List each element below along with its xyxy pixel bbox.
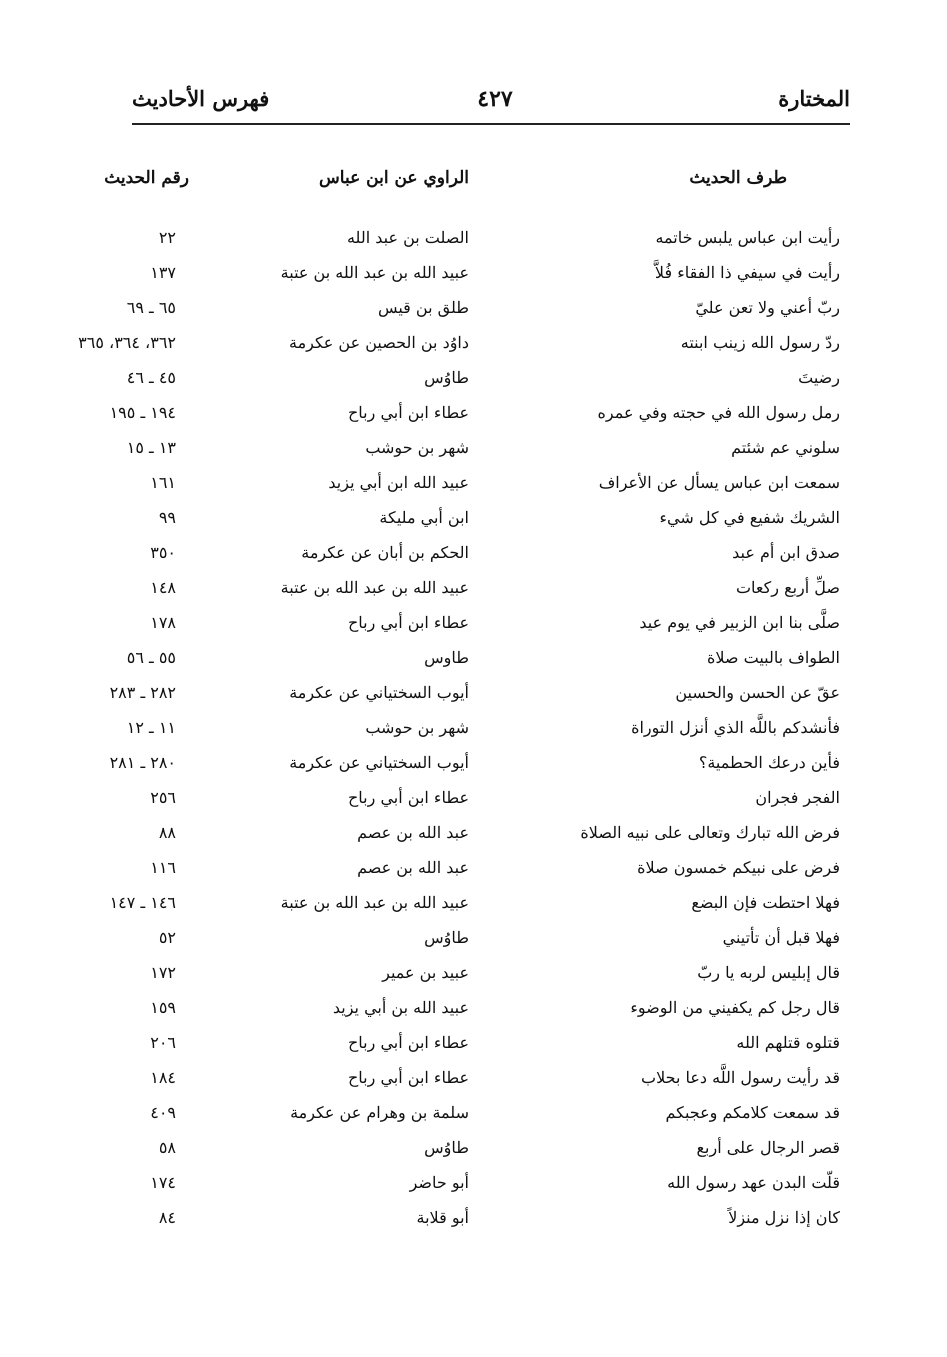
- index-table: [0, 223, 947, 1238]
- book-title: المختارة: [778, 86, 850, 111]
- hadith-number: ٨٤: [158, 1208, 176, 1227]
- narrator: عبد الله بن عصم: [357, 823, 469, 842]
- narrator: عطاء ابن أبي رباح: [347, 1068, 469, 1087]
- table-row: [0, 958, 947, 993]
- section-title: فهرس الأحاديث: [132, 86, 270, 111]
- narrator: أيوب السختياني عن عكرمة: [289, 683, 469, 702]
- hadith-incipit: قد سمعت كلامكم وعجبكم: [665, 1103, 840, 1122]
- table-row: [0, 993, 947, 1028]
- hadith-incipit: فرض الله تبارك وتعالى على نبيه الصلاة: [580, 823, 840, 842]
- hadith-number: ٦٥ ـ ٦٩: [126, 298, 176, 317]
- table-row: [0, 223, 947, 258]
- hadith-number: ١٤٦ ـ ١٤٧: [109, 893, 176, 912]
- narrator: أيوب السختياني عن عكرمة: [289, 753, 469, 772]
- narrator: شهر بن حوشب: [365, 438, 469, 457]
- narrator: عبيد الله بن أبي يزيد: [332, 998, 469, 1017]
- hadith-number: ٣٦٢، ٣٦٤، ٣٦٥: [78, 333, 176, 352]
- table-row: [0, 1203, 947, 1238]
- narrator: أبو حاضر: [409, 1173, 469, 1192]
- page-number: ٤٢٧: [477, 86, 513, 112]
- hadith-incipit: سلوني عم شئتم: [731, 438, 840, 457]
- table-row: [0, 678, 947, 713]
- hadith-incipit: قتلوه قتلهم الله: [736, 1033, 840, 1052]
- column-header-narrator: الراوي عن ابن عباس: [319, 168, 469, 188]
- table-row: [0, 363, 947, 398]
- hadith-number: ١٦١: [150, 473, 176, 492]
- hadith-number: ٥٨: [158, 1138, 176, 1157]
- narrator: عبيد الله بن عبد الله بن عتبة: [280, 578, 469, 597]
- hadith-incipit: رأيت في سيفي ذا الفقاء فُلاَّ: [654, 263, 840, 282]
- hadith-incipit: سمعت ابن عباس يسأل عن الأعراف: [598, 473, 840, 492]
- table-row: [0, 783, 947, 818]
- hadith-incipit: رأيت ابن عباس يلبس خاتمه: [655, 228, 840, 247]
- hadith-incipit: قلّت البدن عهد رسول الله: [667, 1173, 840, 1192]
- table-row: [0, 923, 947, 958]
- hadith-incipit: قد رأيت رسول اللَّه دعا بحلاب: [641, 1068, 840, 1087]
- narrator: عطاء ابن أبي رباح: [347, 788, 469, 807]
- hadith-incipit: فأين درعك الحطمية؟: [698, 753, 840, 772]
- narrator: سلمة بن وهرام عن عكرمة: [290, 1103, 469, 1122]
- hadith-number: ١٧٤: [150, 1173, 176, 1192]
- hadith-incipit: فرض على نبيكم خمسون صلاة: [637, 858, 840, 877]
- narrator: عبيد الله بن عبد الله بن عتبة: [280, 893, 469, 912]
- table-row: [0, 573, 947, 608]
- table-row: [0, 1063, 947, 1098]
- header-rule: [132, 123, 850, 125]
- hadith-number: ١٧٢: [150, 963, 176, 982]
- hadith-number: ٩٩: [158, 508, 176, 527]
- hadith-incipit: كان إذا نزل منزلاً: [728, 1208, 840, 1227]
- hadith-incipit: فأنشدكم باللَّه الذي أنزل التوراة: [631, 718, 840, 737]
- column-headers: [0, 168, 947, 198]
- hadith-number: ١٣ ـ ١٥: [126, 438, 176, 457]
- table-row: [0, 328, 947, 363]
- hadith-number: ٥٥ ـ ٥٦: [126, 648, 176, 667]
- hadith-number: ٣٥٠: [150, 543, 176, 562]
- column-header-hadith: طرف الحديث: [689, 168, 787, 188]
- hadith-incipit: رمل رسول الله في حجته وفي عمره: [597, 403, 840, 422]
- hadith-number: ١٣٧: [150, 263, 176, 282]
- hadith-number: ٢٨٠ ـ ٢٨١: [109, 753, 176, 772]
- hadith-incipit: قال إبليس لربه يا ربّ: [697, 963, 840, 982]
- table-row: [0, 608, 947, 643]
- narrator: عبيد الله بن عبد الله بن عتبة: [280, 263, 469, 282]
- hadith-number: ١٨٤: [150, 1068, 176, 1087]
- hadith-incipit: ربّ أعني ولا تعن عليّ: [695, 298, 840, 317]
- hadith-number: ٨٨: [158, 823, 176, 842]
- table-row: [0, 643, 947, 678]
- table-row: [0, 258, 947, 293]
- hadith-number: ١٤٨: [150, 578, 176, 597]
- hadith-number: ٢٨٢ ـ ٢٨٣: [109, 683, 176, 702]
- narrator: شهر بن حوشب: [365, 718, 469, 737]
- hadith-number: ٢٢: [158, 228, 176, 247]
- hadith-number: ٤٥ ـ ٤٦: [126, 368, 176, 387]
- table-row: [0, 1028, 947, 1063]
- hadith-number: ١٧٨: [150, 613, 176, 632]
- table-row: [0, 433, 947, 468]
- table-row: [0, 853, 947, 888]
- hadith-incipit: ردّ رسول الله زينب ابنته: [680, 333, 840, 352]
- narrator: عطاء ابن أبي رباح: [347, 1033, 469, 1052]
- table-row: [0, 538, 947, 573]
- table-row: [0, 818, 947, 853]
- hadith-number: ٢٠٦: [150, 1033, 176, 1052]
- narrator: طاوُس: [424, 928, 469, 947]
- narrator: طاوس: [424, 648, 469, 667]
- narrator: عبيد بن عمير: [382, 963, 469, 982]
- hadith-number: ١١ ـ ١٢: [126, 718, 176, 737]
- table-row: [0, 468, 947, 503]
- narrator: الحكم بن أبان عن عكرمة: [301, 543, 469, 562]
- hadith-incipit: رضيتَ: [798, 368, 840, 387]
- table-row: [0, 1168, 947, 1203]
- table-row: [0, 1133, 947, 1168]
- hadith-number: ١١٦: [150, 858, 176, 877]
- hadith-number: ٥٢: [158, 928, 176, 947]
- narrator: داوُد بن الحصين عن عكرمة: [288, 333, 469, 352]
- hadith-incipit: صلِّ أربع ركعات: [735, 578, 840, 597]
- hadith-number: ١٥٩: [150, 998, 176, 1017]
- table-row: [0, 503, 947, 538]
- table-row: [0, 398, 947, 433]
- narrator: عبد الله بن عصم: [357, 858, 469, 877]
- narrator: طاوُس: [424, 368, 469, 387]
- column-header-number: رقم الحديث: [104, 168, 189, 188]
- narrator: طلق بن قيس: [377, 298, 469, 317]
- table-row: [0, 293, 947, 328]
- hadith-incipit: صلَّى بنا ابن الزبير في يوم عيد: [639, 613, 840, 632]
- narrator: أبو قلابة: [416, 1208, 469, 1227]
- narrator: عطاء ابن أبي رباح: [347, 403, 469, 422]
- hadith-incipit: فهلا احتطت فإن البضع: [691, 893, 840, 912]
- table-row: [0, 713, 947, 748]
- table-row: [0, 888, 947, 923]
- narrator: عبيد الله ابن أبي يزيد: [328, 473, 469, 492]
- hadith-incipit: الشريك شفيع في كل شيء: [659, 508, 840, 527]
- narrator: ابن أبي مليكة: [379, 508, 469, 527]
- table-row: [0, 748, 947, 783]
- hadith-incipit: صدق ابن أم عبد: [732, 543, 840, 562]
- hadith-incipit: قصر الرجال على أربع: [696, 1138, 840, 1157]
- hadith-incipit: عقّ عن الحسن والحسين: [675, 683, 840, 702]
- hadith-incipit: الطواف بالبيت صلاة: [707, 648, 840, 667]
- running-head: [132, 86, 850, 120]
- hadith-number: ٢٥٦: [150, 788, 176, 807]
- table-row: [0, 1098, 947, 1133]
- narrator: عطاء ابن أبي رباح: [347, 613, 469, 632]
- hadith-incipit: فهلا قبل أن تأتيني: [722, 928, 840, 947]
- hadith-incipit: الفجر فجران: [755, 788, 840, 807]
- narrator: طاوُس: [424, 1138, 469, 1157]
- hadith-number: ٤٠٩: [150, 1103, 176, 1122]
- narrator: الصلت بن عبد الله: [346, 228, 469, 247]
- hadith-number: ١٩٤ ـ ١٩٥: [109, 403, 176, 422]
- hadith-incipit: قال رجل كم يكفيني من الوضوء: [630, 998, 840, 1017]
